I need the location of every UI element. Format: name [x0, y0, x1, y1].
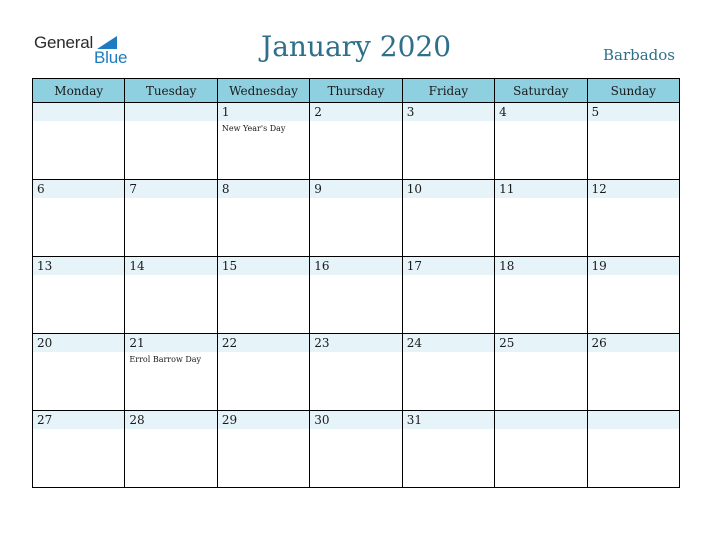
day-cell: [217, 180, 309, 257]
week-row: [33, 334, 680, 411]
day-cell: [217, 257, 309, 334]
day-cell: [310, 257, 402, 334]
holiday-label: Errol Barrow Day: [129, 355, 202, 364]
day-cell: [587, 257, 679, 334]
week-row: [33, 180, 680, 257]
day-number: 26: [591, 336, 607, 350]
day-band: [33, 103, 124, 121]
weekday-header: Sunday: [587, 79, 679, 103]
calendar-grid: [32, 78, 680, 488]
day-number: 2: [314, 105, 322, 119]
day-number: 16: [314, 259, 330, 273]
day-band: [218, 103, 309, 121]
day-cell: [402, 180, 494, 257]
weekday-header: Monday: [33, 79, 125, 103]
day-band: [310, 103, 401, 121]
weekday-header-row: [33, 79, 680, 103]
day-cell: [495, 257, 587, 334]
day-number: 20: [37, 336, 53, 350]
day-cell: [495, 411, 587, 488]
day-cell: [33, 411, 125, 488]
day-cell: [495, 334, 587, 411]
week-row: [33, 103, 680, 180]
day-number: 22: [221, 336, 238, 350]
day-band: [33, 180, 124, 198]
day-cell: [125, 180, 217, 257]
logo-general-text: General: [34, 33, 94, 52]
day-number: 21: [129, 336, 145, 350]
day-band: [403, 103, 494, 121]
day-number: 11: [499, 182, 515, 196]
day-number: 7: [129, 182, 138, 196]
day-cell: [217, 411, 309, 488]
day-band: [125, 103, 216, 121]
day-number: 30: [314, 413, 330, 427]
day-number: 5: [591, 105, 600, 119]
calendar-title: January 2020: [260, 30, 452, 63]
day-cell: [495, 103, 587, 180]
weekday-header: Thursday: [310, 79, 402, 103]
day-cell: [125, 334, 217, 411]
day-cell: [125, 257, 217, 334]
day-band: [495, 103, 586, 121]
day-cell: [402, 334, 494, 411]
day-cell: [217, 103, 309, 180]
day-number: 27: [37, 413, 53, 427]
day-band: [588, 103, 679, 121]
day-cell: [125, 411, 217, 488]
day-number: 23: [314, 336, 330, 350]
logo-blue-text: Blue: [94, 48, 128, 67]
week-row: [33, 257, 680, 334]
day-cell: [402, 103, 494, 180]
day-number: 31: [406, 413, 422, 427]
weekday-header: Saturday: [495, 79, 587, 103]
day-cell: [217, 334, 309, 411]
day-cell: [33, 103, 125, 180]
weekday-header: Wednesday: [217, 79, 309, 103]
day-cell: [402, 257, 494, 334]
day-number: 13: [37, 259, 53, 273]
day-cell: [310, 334, 402, 411]
day-number: 12: [591, 182, 607, 196]
day-number: 3: [406, 105, 415, 119]
day-band: [218, 180, 309, 198]
weekday-header: Friday: [402, 79, 494, 103]
day-cell: [125, 103, 217, 180]
day-cell: [33, 180, 125, 257]
country-name: Barbados: [602, 46, 675, 64]
day-cell: [310, 103, 402, 180]
day-band: [125, 180, 216, 198]
day-cell: [402, 411, 494, 488]
day-number: 28: [129, 413, 145, 427]
day-number: 25: [499, 336, 515, 350]
week-row: [33, 411, 680, 488]
holiday-label: New Year's Day: [221, 124, 286, 133]
day-cell: [33, 334, 125, 411]
day-cell: [587, 334, 679, 411]
day-number: 19: [591, 259, 607, 273]
day-band: [588, 411, 679, 429]
day-number: 10: [406, 182, 422, 196]
day-band: [310, 180, 401, 198]
day-cell: [587, 411, 679, 488]
day-number: 29: [221, 413, 238, 427]
day-cell: [33, 257, 125, 334]
day-cell: [495, 180, 587, 257]
day-cell: [310, 180, 402, 257]
day-band: [495, 411, 586, 429]
day-number: 1: [221, 105, 230, 119]
day-cell: [587, 180, 679, 257]
day-cell: [310, 411, 402, 488]
day-number: 6: [37, 182, 45, 196]
day-number: 8: [221, 182, 230, 196]
day-number: 18: [499, 259, 515, 273]
day-number: 15: [221, 259, 238, 273]
weekday-header: Tuesday: [125, 79, 217, 103]
day-number: 17: [406, 259, 422, 273]
day-number: 14: [129, 259, 145, 273]
day-number: 24: [406, 336, 422, 350]
day-cell: [587, 103, 679, 180]
day-number: 4: [499, 105, 507, 119]
day-number: 9: [314, 182, 322, 196]
